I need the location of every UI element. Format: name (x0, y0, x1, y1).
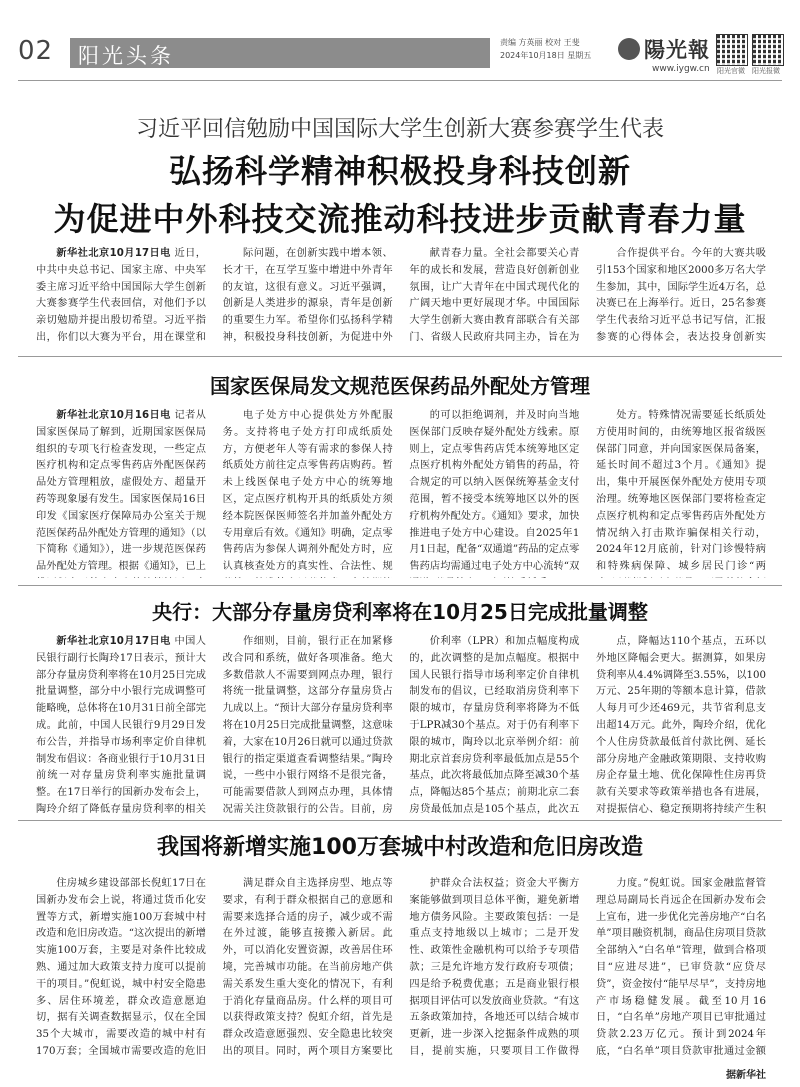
article1-dateline: 新华社北京10月17日电 (56, 248, 171, 259)
article2-col3-text: 的可以拒绝调剂，并及时向当地医保部门反映存疑外配处方线索。原则上，定点零售药店凭本统筹地区定点医疗机构外配处方销售的药品，符合规定的可以纳入医保统筹基金支付范围，暂不接受本统筹地区以外的医疗机构外配处方。《通知》要求，加快推进电子处方中心建设。自2025年1月1日起，配备“双通道”药品的定点零售药店均需通过电子处方中心流转“双 (409, 410, 580, 573)
qr-code-icon (716, 34, 748, 66)
article3-col3-text: 价利率（LPR）和加点幅度构成的，此次调整的是加点幅度。根据中国人民银行指导市场利率定价自律机制发布的倡议，已经取消房贷利率下限的城市，存量房贷利率将降为不低于LPR减30个基点。对于仍有利率下限的城市，陶玲以北京举例介绍：前期北京首套房贷利率最低加点是55个基点，此次将最低加点降至减30个基点，降幅达85个基点；前期北京二套房贷最低加点是105个基点，此次五 (409, 636, 580, 814)
article1-col4 (596, 246, 766, 348)
article3-col4 (596, 634, 766, 814)
article2-col1-text: 记者从国家医保局了解到，近期国家医保局组织的专项飞行检查发现，一些定点医疗机构和定点零售药店外配医保药品处方管理粗放，虚假处方、超量开药等现象屡有发生。国家医保局16日印发《国家医疗保障局办公室关于规范医保药品外配处方管理的通知》（以下简称《通知》），进一步规范医保药品外配处方管理。根据《通知》，已上 (36, 410, 206, 573)
article1-kicker: 习近平回信勉励中国国际大学生创新大赛参赛学生代表 (135, 117, 664, 142)
article2-col3 (409, 408, 579, 578)
article1-title-line2: 为促进中外科技交流推动科技进步贡献青春力量 (53, 200, 747, 238)
qr-label-2: 阳光报微 (752, 67, 780, 75)
article4-col3-text: 护群众合法权益；资金大平衡方案能够做到项目总体平衡，避免新增地方债务风险。主要政策包括：一是重点支持地级以上城市；二是开发性、政策性金融机构可以给予专项借款；三是允许地方发行政府专项债；四是给予税费优惠；五是商业银行根据项目评估可以发放商业贷款。“有这五条政策加持，各地还可以结合城市更新，进一步深入挖掘条件成熟的项目，提前实施，只要项目工作做得 (409, 878, 580, 1057)
section-banner (70, 38, 490, 68)
article2-col2-text: 电子处方中心提供处方外配服务。支持将电子处方打印成纸质处方，方便老年人等有需求的参保人持纸质处方前往定点零售药店购药。暂未上线医保电子处方中心的统筹地区，定点医疗机构开具的纸质处方须经本院医保医师签名并加盖外配处方专用章后有效。《通知》明确，定点零售药店为参保人调剂外配处方时，应认真核查处方的真实性、合法性、规 (222, 410, 393, 573)
article4-col4-text: 力度。”倪虹说。国家金融监督管理总局副局长肖远企在国新办发布会上宣布，进一步优化完善房地产“白名单”项目融资机制，商品住房项目贷款全部纳入“白名单”管理，做到合格项目“应进尽进”，已审贷款“应贷尽贷”，资金按付“能早尽早”，支持房地产市场稳健发展。截至10月16日，“白名单”房地产项目已审批通过贷款2.23万亿元。预计到2024年底，“白名单”项目贷款审批通过金额 (595, 878, 766, 1057)
article4-col1-text: 住房城乡建设部部长倪虹17日在国新办发布会上说，将通过货币化安置等方式，新增实施100万套城中村改造和危旧房改造。“这次提出的新增实施100万套，主要是对条件比较成熟、通过加大政策支持力度可以提前干的项目。”倪虹说，城中村安全隐患多、居住环境差，群众改造意愿迫切，据有关调查数据显示，仅在全国35个大城市，需要改造的城中村有170万套；全国城市需要改造的危旧 (36, 878, 206, 1057)
qr-label-1: 阳光官微 (717, 67, 745, 75)
article-divider (18, 585, 782, 586)
qr-code-icon (752, 34, 784, 66)
article3-col3 (409, 634, 579, 814)
article2-title: 国家医保局发文规范医保药品外配处方管理 (210, 374, 590, 398)
page-number: 02 (18, 36, 54, 66)
article4-title: 我国将新增实施100万套城中村改造和危旧房改造 (157, 835, 643, 860)
article1-col2 (223, 246, 393, 348)
header-divider (18, 80, 782, 81)
article3-col1 (36, 634, 206, 814)
article4-col3 (409, 876, 579, 1062)
news-credit: 据新华社 (726, 1070, 766, 1081)
page-header (0, 0, 800, 78)
article3-dateline: 新华社北京10月17日电 (56, 636, 171, 647)
article4-col2 (223, 876, 393, 1062)
article2-dateline: 新华社北京10月16日电 (56, 410, 171, 421)
article3-col4-text: 点，降幅达110个基点，五环以外地区降幅会更大。据测算，如果房贷利率从4.4%调降至3.55%，以100万元、25年期的等额本息计算，借款人每月可少还469元，共节省利息支出超14万元。此外，陶玲介绍，优化个人住房贷款最低首付款比例、延长部分房地产金融政策期限、支持收购房企存量土地、优化保障性住房再贷款有关要求等政策举措也各有进展，对提振信心、稳定预期将持续产生积 (595, 636, 766, 814)
article2-col2 (223, 408, 393, 578)
article4-col1 (36, 876, 206, 1062)
edition-meta (500, 36, 610, 62)
site-url[interactable]: www.iygw.cn (652, 64, 710, 74)
section-title: 阳光头条 (78, 44, 174, 68)
editors-line: 责编 方英丽 校对 王斐 (500, 38, 580, 47)
article3-title: 央行：大部分存量房贷利率将在10月25日完成批量调整 (152, 600, 648, 624)
article1-col1 (36, 246, 206, 348)
article4-body (36, 876, 766, 1062)
article-divider (18, 820, 782, 821)
article2-col4-text: 处方。特殊情况需要延长纸质处方使用时间的，由统筹地区报省级医保部门同意，并向国家医保局备案，延长时间不超过3个月。《通知》提出，集中开展医保外配处方使用专项治理。统筹地区医保部门要将检查定点医疗机构和定点零售药店外配处方情况纳入打击欺诈骗保相关行动，2024年12月底前，针对门诊慢特病和特殊病保障、城乡居民门诊“两 (595, 410, 766, 573)
article3-col2 (223, 634, 393, 814)
article3-col2-text: 作细则，目前，银行正在加紧修改合同和系统，做好各项准备。绝大多数借款人不需要到网点办理，银行将统一批量调整，这部分存量房贷占九成以上。“预计大部分存量房贷利率将在10月25日完成批量调整，这意味着，大家在10月26日就可以通过贷款银行的指定渠道查看调整结果。”陶玲说，一些中小银行网络不是很完备，可能需要借款人到网点办理，具体情况需关注贷款银行的公告。目前，房 (222, 636, 393, 814)
article3-body (36, 634, 766, 814)
article-divider (18, 356, 782, 357)
article1-col3 (409, 246, 579, 348)
masthead-text: 陽光報 (644, 37, 710, 62)
article1-body (36, 246, 766, 348)
article2-body (36, 408, 766, 578)
article1-col3-text: 献青春力量。全社会都要关心青年的成长和发展，营造良好创新创业氛围，让广大青年在中国式现代化的广阔天地中更好展现才华。中国国际大学生创新大赛由教育部联合有关部门、省级人民政府共同主办，旨在为 (409, 248, 580, 343)
article2-col1 (36, 408, 206, 578)
date-line: 2024年10月18日 星期五 (500, 51, 592, 60)
article1-col4-text: 合作提供平台。今年的大赛共吸引153个国家和地区2000多万名大学生参加，其中，国际学生近4万名，总决赛已在上海举行。近日，25名参赛学生代表给习近平总书记写信，汇报参赛的心得体会，表达投身创新实 (595, 248, 766, 343)
article2-col4 (596, 408, 766, 578)
article4-col2-text: 满足群众自主选择房型、地点等要求，有利于群众根据自己的意愿和需要来选择合适的房子，减少或不需在外过渡，能够直接搬入新居。此外，可以消化安置资源，改善居住环境，完善城市功能。在当前房地产供需关系发生重大变化的情况下，有利于消化存量商品房。什么样的项目可以获得政策支持？倪虹介绍，首先是群众改造意愿强烈、安全隐患比较突出的项目。同时，两个项目方案要比 (222, 878, 393, 1057)
masthead-logo (618, 34, 714, 64)
article1-title-line1: 弘扬科学精神积极投身科技创新 (168, 152, 631, 190)
article4-col4 (596, 876, 766, 1062)
article1-col2-text: 际问题，在创新实践中增本领、长才干，在互学互鉴中增进中外青年的友谊，这很有意义。习近平强调，创新是人类进步的源泉，青年是创新的重要生力军。希望你们弘扬科学精神，积极投身科技创新，为促进中外 (222, 248, 393, 343)
article3-col1-text: 中国人民银行副行长陶玲17日表示，预计大部分存量房贷利率将在10月25日完成批量调整，部分中小银行完成调整可能略晚，总体将在10月31日前全部完成。此前，中国人民银行9月29日发布公告，并指导市场利率定价自律机制发布倡议：各商业银行于10月31日前统一对存量房贷利率实施批量调整。在17日举行的国新办发布会上，陶玲介绍了降低存量房贷利率的相关 (36, 636, 206, 814)
sun-logo-icon (618, 38, 640, 60)
article1-col1-text: 近日，中共中央总书记、国家主席、中央军委主席习近平给中国国际大学生创新大赛参赛学生代表回信，对他们予以亲切勉励并提出殷切希望。习近平指出，你们以大赛为平台，用在课堂和 (36, 248, 206, 343)
